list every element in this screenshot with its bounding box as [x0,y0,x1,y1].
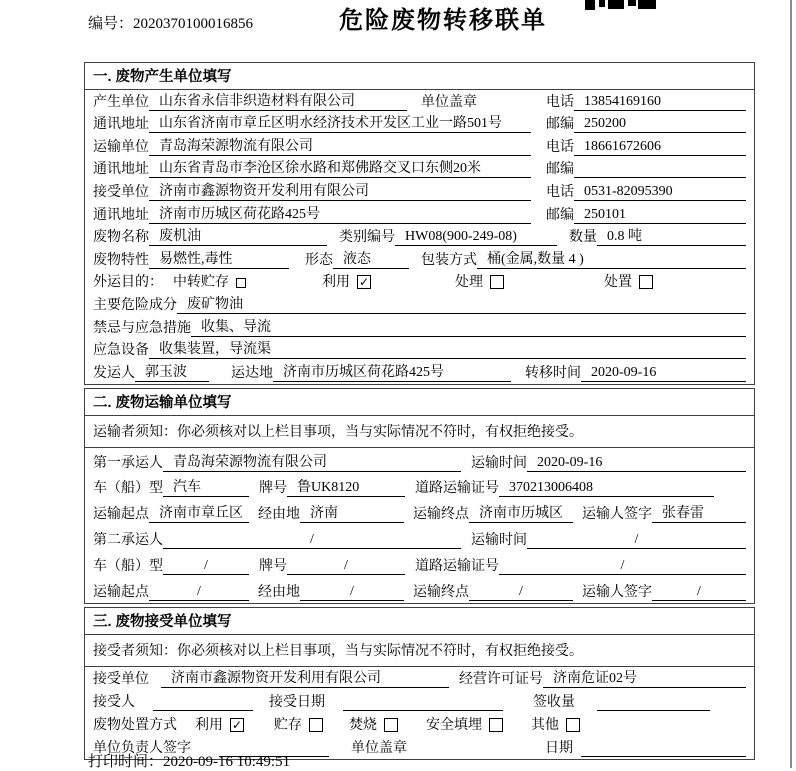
cert2-value: / [499,558,746,575]
amount-value [597,694,710,711]
section-transporter [84,388,755,604]
row-purpose [85,271,754,294]
manifest-form [84,62,755,760]
print-time-value: 2020-09-16 10:49:51 [163,754,291,770]
qr-code-fragment-icon [585,0,656,10]
carrier2-value: / [163,532,461,549]
purpose-treat-checkbox [490,275,504,289]
qr-block [628,0,636,6]
row-receiver-person [85,690,754,713]
equip-value: 收集装置，导流渠 [149,338,746,359]
disposal-label: 废物处置方式 [93,718,177,734]
zip1-label: 邮编 [546,117,574,133]
plate1-label: 牌号 [259,481,287,497]
leader-sign-label: 单位负责人签字 [93,741,191,757]
cert2-label: 道路运输证号 [415,558,499,574]
category-label: 类别编号 [339,230,395,246]
waste-name-label: 废物名称 [93,230,149,246]
time2-label: 运输时间 [471,532,527,548]
row-produce-unit [85,90,754,113]
time1-value: 2020-09-16 [527,455,746,472]
receive-unit3-value: 济南市鑫源物资开发利用有限公司 [161,667,449,688]
qr-block [638,0,656,9]
phone2-label: 电话 [546,139,574,155]
row-receive-unit-3 [85,667,754,690]
row-waste-name [85,226,754,249]
row-vehicle2 [85,551,754,577]
addr3-value: 济南市历城区荷花路425号 [149,203,531,224]
row-produce-address [85,113,754,136]
phone1-value: 13854169160 [574,94,746,111]
page-scan-edge [790,0,792,768]
row-equip [85,339,754,362]
sign2-value: / [652,584,746,601]
transport-unit-value: 青岛海荣源物流有限公司 [149,135,531,156]
purpose-option-dispose-label: 处置 [604,275,632,291]
form-value: 液态 [333,248,409,269]
license-label: 经营许可证号 [459,671,543,687]
time1-label: 运输时间 [471,455,527,471]
taboo-value: 收集、导流 [191,316,746,337]
receive-date-value [343,694,503,711]
disposal-burn-label: 焚烧 [349,718,377,734]
zip2-label: 邮编 [546,162,574,178]
receive-unit-label: 接受单位 [93,184,149,200]
end1-label: 运输终点 [413,507,469,523]
qr-block [599,0,605,7]
vtype2-label: 车（船）型 [93,558,163,574]
addr2-label: 通讯地址 [93,162,149,178]
addr2-value: 山东省青岛市李沧区徐水路和郑佛路交叉口东侧20米 [149,157,531,178]
purpose-label: 外运目的： [93,275,163,291]
disposal-store-label: 贮存 [274,718,302,734]
row-route1 [85,499,754,525]
page-title: 危险废物转移联单 [339,7,547,34]
row-vehicle1 [85,474,754,500]
purpose-option-treat-label: 处理 [455,275,483,291]
sign2-label: 运输人签字 [582,584,652,600]
sender-label: 发运人 [93,365,135,381]
plate2-value: / [287,558,405,575]
receive-unit-value: 济南市鑫源物资开发利用有限公司 [149,180,531,201]
zip2-value [574,161,746,178]
vtype1-value: 汽车 [163,476,249,497]
purpose-use-checkbox: ✓ [358,275,370,290]
category-value: HW08(900-249-08) [395,229,557,246]
phone1-label: 电话 [546,94,574,110]
qty-value: 0.8 吨 [597,225,746,246]
row-receive-address [85,203,754,226]
transport-unit-label: 运输单位 [93,139,149,155]
equip-label: 应急设备 [93,343,149,359]
sign1-value: 张春雷 [652,502,746,523]
disposal-landfill-label: 安全填埋 [426,718,482,734]
unit-seal3-label: 单位盖章 [351,741,407,757]
end1-value: 济南市历城区 [469,502,573,523]
plate2-label: 牌号 [259,558,287,574]
row-disposal [85,713,754,736]
addr1-label: 通讯地址 [93,117,149,133]
document-number-label: 编号： [88,16,134,32]
purpose-transfer-checkbox [236,278,246,288]
receiver-notice: 接受者须知：你必须核对以上栏目事项，当与实际情况不符时，有权拒绝接受。 [85,635,754,667]
carrier2-label: 第二承运人 [93,532,163,548]
amount-label: 签收量 [533,694,575,710]
disposal-other-label: 其他 [531,718,559,734]
receiver-value [153,694,253,711]
date-label: 日期 [545,741,573,757]
disposal-use-label: 利用 [195,718,223,734]
disposal-landfill-checkbox [489,718,503,732]
via1-label: 经由地 [258,507,300,523]
section-receiver-title: 三. 废物接受单位填写 [85,608,754,635]
cert1-label: 道路运输证号 [415,481,499,497]
document-number [88,12,253,33]
row-transport-address [85,158,754,181]
start1-label: 运输起点 [93,507,149,523]
start1-value: 济南市章丘区 [149,502,249,523]
disposal-other-checkbox [566,718,580,732]
via1-value: 济南 [300,502,404,523]
form-label: 形态 [305,252,333,268]
purpose-dispose-checkbox [639,275,653,289]
taboo-label: 禁忌与应急措施 [93,320,191,336]
transfer-time-value: 2020-09-16 [581,365,746,382]
addr3-label: 通讯地址 [93,207,149,223]
pack-value: 桶(金属,数量 4 ) [477,248,746,269]
cert1-value: 370213006408 [499,480,714,497]
document-number-value: 2020370100016856 [133,16,254,32]
plate1-value: 鲁UK8120 [287,476,405,497]
vtype2-value: / [163,558,249,575]
qr-block [608,0,624,9]
start2-label: 运输起点 [93,584,149,600]
start2-value: / [149,584,249,601]
hazard-label: 主要危险成分 [93,297,177,313]
phone2-value: 18661672606 [574,139,746,156]
disposal-store-checkbox [309,718,323,732]
row-carrier1 [85,448,754,474]
section-producer [84,62,755,385]
via2-value: / [300,584,404,601]
hazard-value: 废矿物油 [177,293,746,314]
qr-block [585,0,595,10]
row-hazard [85,293,754,316]
phone3-label: 电话 [546,184,574,200]
transporter-notice: 运输者须知：你必须核对以上栏目事项，当与实际情况不符时，有权拒绝接受。 [85,416,754,448]
license-value: 济南危证02号 [543,667,746,688]
carrier1-value: 青岛海荣源物流有限公司 [163,451,461,472]
addr1-value: 山东省济南市章丘区明水经济技术开发区工业一路501号 [149,112,531,133]
dest-value: 济南市历城区荷花路425号 [273,361,511,382]
vtype1-label: 车（船）型 [93,481,163,497]
qty-label: 数量 [569,230,597,246]
zip3-label: 邮编 [546,207,574,223]
date-value [581,740,746,757]
waste-name-value: 废机油 [149,225,327,246]
receive-unit3-label: 接受单位 [93,671,149,687]
purpose-option-transfer-label: 中转贮存 [173,275,229,291]
trait-value: 易燃性,毒性 [149,248,289,269]
print-time-label: 打印时间： [88,754,164,770]
purpose-option-use-label: 利用 [322,275,350,291]
receive-date-label: 接受日期 [269,694,325,710]
disposal-use-checkbox: ✓ [231,718,243,733]
produce-unit-value: 山东省永信非织造材料有限公司 [149,90,407,111]
end2-label: 运输终点 [413,584,469,600]
via2-label: 经由地 [258,584,300,600]
row-route2 [85,577,754,603]
row-receive-unit [85,180,754,203]
row-taboo [85,316,754,339]
section-receiver [84,607,755,761]
produce-unit-label: 产生单位 [93,94,149,110]
row-waste-trait [85,248,754,271]
section-producer-title: 一. 废物产生单位填写 [85,63,754,90]
section-transporter-title: 二. 废物运输单位填写 [85,389,754,416]
dest-label: 运达地 [231,365,273,381]
zip3-value: 250101 [574,207,746,224]
carrier1-label: 第一承运人 [93,455,163,471]
zip1-value: 250200 [574,116,746,133]
transfer-time-label: 转移时间 [525,365,581,381]
unit-seal-label: 单位盖章 [421,94,477,110]
row-carrier2 [85,525,754,551]
sign1-label: 运输人签字 [582,507,652,523]
trait-label: 废物特性 [93,252,149,268]
sender-value: 郭玉波 [135,361,209,382]
time2-value: / [527,532,746,549]
phone3-value: 0531-82095390 [574,184,746,201]
row-transport-unit [85,135,754,158]
end2-value: / [469,584,573,601]
row-sender [85,361,754,384]
pack-label: 包装方式 [421,252,477,268]
disposal-burn-checkbox [384,718,398,732]
receiver-label: 接受人 [93,694,135,710]
